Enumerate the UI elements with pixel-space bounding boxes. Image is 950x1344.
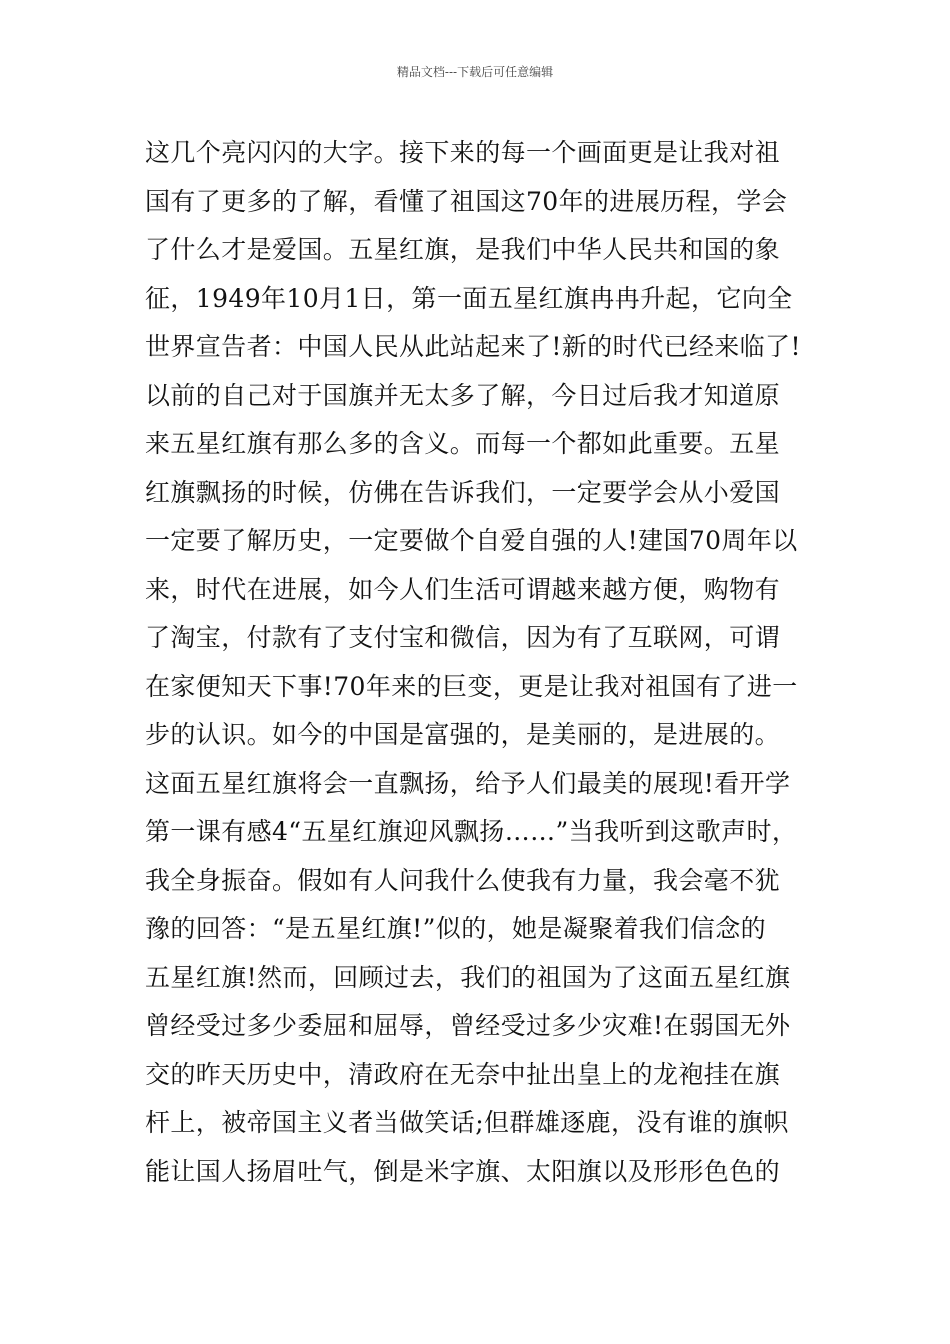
text-line: 以前的自己对于国旗并无太多了解，今日过后我才知道原 — [145, 380, 781, 410]
text-line: 能让国人扬眉吐气，倒是米字旗、太阳旗以及形形色色的 — [145, 1156, 781, 1186]
text-line: 世界宣告者：中国人民从此站起来了!新的时代已经来临了! — [145, 332, 801, 361]
text-line: 红旗飘扬的时候，仿佛在告诉我们，一定要学会从小爱国 — [145, 477, 781, 507]
text-line: 这面五星红旗将会一直飘扬，给予人们最美的展现!看开学 — [145, 768, 791, 798]
text-line: 了淘宝，付款有了支付宝和微信，因为有了互联网，可谓 — [145, 623, 781, 652]
text-line: 来，时代在进展，如今人们生活可谓越来越方便，购物有 — [145, 574, 781, 604]
text-line: 交的昨天历史中，清政府在无奈中扯出皇上的龙袍挂在旗 — [145, 1059, 781, 1089]
text-line: 豫的回答：“是五星红旗!”似的，她是凝聚着我们信念的 — [145, 914, 767, 943]
text-line: 国有了更多的了解，看懂了祖国这70年的进展历程，学会 — [145, 186, 788, 216]
text-line: 征，1949年10月1日，第一面五星红旗冉冉升起，它向全 — [145, 283, 793, 313]
text-line: 杆上，被帝国主义者当做笑话;但群雄逐鹿，没有谁的旗帜 — [145, 1108, 789, 1137]
text-line: 我全身振奋。假如有人问我什么使我有力量，我会毫不犹 — [145, 865, 781, 895]
text-line: 第一课有感4“五星红旗迎风飘扬……”当我听到这歌声时， — [145, 817, 798, 846]
text-line: 一定要了解历史，一定要做个自爱自强的人!建国70周年以 — [145, 526, 798, 555]
text-line: 在家便知天下事!70年来的巨变，更是让我对祖国有了进一 — [145, 671, 798, 701]
body-text — [145, 129, 825, 1196]
text-line: 来五星红旗有那么多的含义。而每一个都如此重要。五星 — [145, 429, 781, 458]
text-line: 了什么才是爱国。五星红旗，是我们中华人民共和国的象 — [145, 235, 781, 264]
text-line: 五星红旗!然而，回顾过去，我们的祖国为了这面五星红旗 — [145, 962, 791, 992]
text-line: 步的认识。如今的中国是富强的，是美丽的，是进展的。 — [145, 720, 781, 749]
page-header: 精品文档---下载后可任意编辑 — [396, 65, 554, 79]
text-line: 曾经受过多少委屈和屈辱，曾经受过多少灾难!在弱国无外 — [145, 1011, 791, 1040]
text-line: 这几个亮闪闪的大字。接下来的每一个画面更是让我对祖 — [145, 138, 781, 167]
